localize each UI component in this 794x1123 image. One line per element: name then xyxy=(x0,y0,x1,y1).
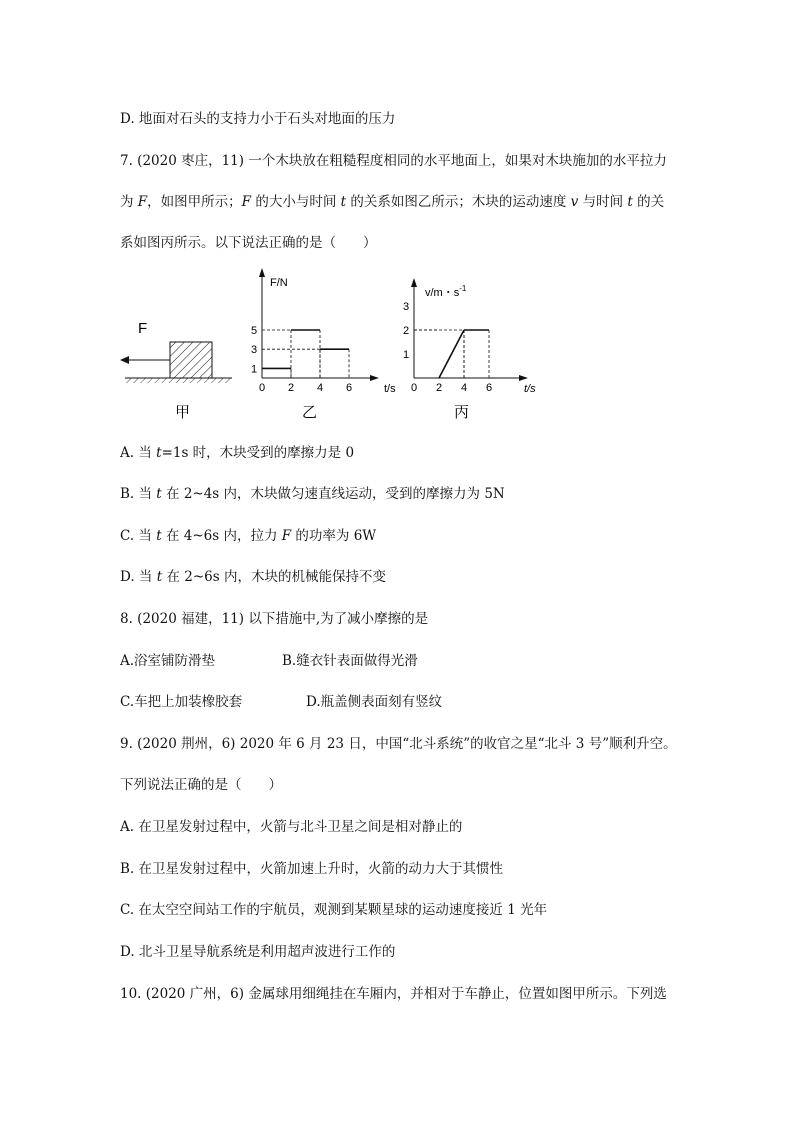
question-8-option-c: C.车把上加装橡胶套 xyxy=(120,694,243,710)
yi-y-arrowhead xyxy=(259,268,265,277)
bing-x-arrowhead xyxy=(519,375,528,381)
block xyxy=(170,342,212,378)
bing-xtick-4: 4 xyxy=(461,382,468,394)
yi-xlabel: t/s xyxy=(384,383,396,395)
question-7-option-a: A. 当 t=1s 时，木块受到的摩擦力是 0 xyxy=(120,445,355,461)
caption-bing: 丙 xyxy=(454,404,470,421)
bing-xlabel: t/s xyxy=(524,383,536,395)
question-9-option-b: B. 在卫星发射过程中，火箭加速上升时，火箭的动力大于其惯性 xyxy=(120,861,504,877)
bing-xtick-6: 6 xyxy=(486,382,493,394)
question-7-option-b: B. 当 t 在 2~4s 内，木块做匀速直线运动，受到的摩擦力为 5N xyxy=(120,486,505,502)
question-8-option-a: A.浴室铺防滑垫 xyxy=(120,653,216,669)
bing-y-arrowhead xyxy=(411,278,417,287)
question-7-option-c: C. 当 t 在 4~6s 内，拉力 F 的功率为 6W xyxy=(120,528,377,544)
question-8-option-b: B.缝衣针表面做得光滑 xyxy=(282,653,418,669)
yi-ytick-1: 1 xyxy=(251,363,258,376)
bing-xtick-2: 2 xyxy=(436,382,443,394)
question-7-option-d: D. 当 t 在 2~6s 内，木块的机械能保持不变 xyxy=(120,569,386,585)
figure-jia xyxy=(120,320,232,421)
yi-ylabel: F/N xyxy=(270,277,288,289)
bing-ytick-1: 1 xyxy=(403,349,410,361)
question-9-option-d: D. 北斗卫星导航系统是利用超声波进行工作的 xyxy=(120,944,396,960)
caption-jia: 甲 xyxy=(175,404,191,421)
question-7-stem-line-1: 7. (2020 枣庄，11) 一个木块放在粗糙程度相同的水平地面上，如果对木块施加的水平拉力 xyxy=(120,153,667,169)
yi-xtick-6: 6 xyxy=(346,382,353,394)
question-9-option-a: A. 在卫星发射过程中，火箭与北斗卫星之间是相对静止的 xyxy=(120,819,463,835)
yi-xtick-4: 4 xyxy=(317,382,324,394)
figure-bing xyxy=(403,278,536,421)
question-8-stem: 8. (2020 福建，11) 以下措施中,为了减小摩擦的是 xyxy=(120,611,429,627)
force-arrowhead xyxy=(120,356,129,364)
bing-ytick-3: 3 xyxy=(403,301,410,313)
question-9-option-c: C. 在太空空间站工作的宇航员，观测到某颗星球的运动速度接近 1 光年 xyxy=(120,902,548,918)
question-6-option-d: D. 地面对石头的支持力小于石头对地面的压力 xyxy=(120,111,396,127)
caption-yi: 乙 xyxy=(302,404,318,421)
question-7-stem-line-3: 系如图丙所示。以下说法正确的是（ ） xyxy=(120,235,377,251)
question-7-figures xyxy=(0,0,794,430)
question-10-stem: 10. (2020 广州，6) 金属球用细绳挂在车厢内，并相对于车静止，位置如图甲所示。下列选 xyxy=(120,986,667,1002)
yi-x-arrowhead xyxy=(370,375,379,381)
ground-hatch xyxy=(125,378,232,383)
yi-xtick-0: 0 xyxy=(259,382,266,394)
figure-yi xyxy=(251,268,396,421)
bing-ytick-2: 2 xyxy=(403,325,410,337)
question-9-stem-line-1: 9. (2020 荆州，6) 2020 年 6 月 23 日，中国“北斗系统”的收官之星“北斗 3 号”顺利升空。 xyxy=(120,736,677,752)
yi-ytick-3: 3 xyxy=(251,344,258,357)
question-7-stem-line-2: 为 F，如图甲所示；F 的大小与时间 t 的关系如图乙所示；木块的运动速度 v 与时间 t 的关 xyxy=(120,194,665,210)
yi-xtick-2: 2 xyxy=(288,382,295,394)
question-8-option-d: D.瓶盖侧表面刻有竖纹 xyxy=(306,694,443,710)
question-9-stem-line-2: 下列说法正确的是（ ） xyxy=(120,777,282,793)
bing-ylabel: v/m・$s^{-1}$ xyxy=(425,284,467,299)
bing-segment-0 xyxy=(439,330,464,378)
bing-xtick-0: 0 xyxy=(411,382,418,394)
yi-ytick-5: 5 xyxy=(251,325,258,337)
force-label: F xyxy=(138,320,148,337)
